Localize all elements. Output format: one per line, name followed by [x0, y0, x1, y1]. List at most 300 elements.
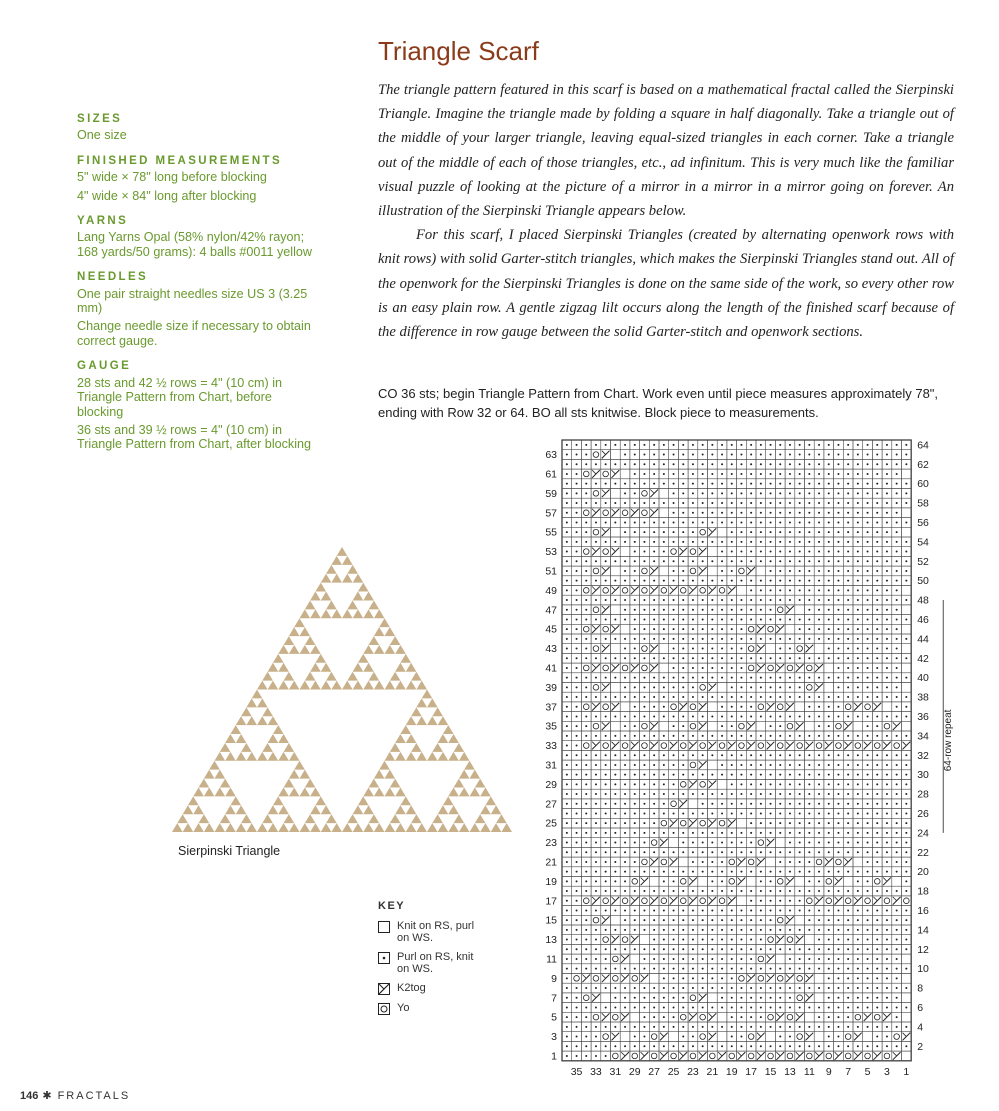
- chart-row-label-even: 60: [917, 478, 929, 491]
- sierpinski-fill-triangle: [470, 770, 481, 779]
- sierpinski-fill-triangle: [310, 592, 321, 601]
- sierpinski-fill-triangle: [385, 823, 396, 832]
- sierpinski-fill-triangle: [475, 814, 486, 823]
- sierpinski-fill-triangle: [427, 823, 438, 832]
- chart-column-label: 17: [745, 1065, 757, 1076]
- chart-row-label-odd: 25: [545, 817, 557, 830]
- chart-row-label-even: 54: [917, 536, 929, 549]
- chart-row-label-odd: 17: [545, 895, 557, 908]
- sierpinski-fill-triangle: [225, 787, 236, 796]
- chart-row-label-even: 46: [917, 613, 929, 626]
- sierpinski-fill-triangle: [459, 770, 470, 779]
- sierpinski-fill-triangle: [289, 681, 300, 690]
- sierpinski-fill-triangle: [262, 814, 273, 823]
- needles-heading: NEEDLES: [77, 271, 149, 284]
- sierpinski-fill-triangle: [432, 814, 443, 823]
- sierpinski-fill-triangle: [300, 627, 311, 636]
- triangle-pattern-chart: [530, 436, 970, 1076]
- sierpinski-fill-triangle: [422, 690, 433, 699]
- sierpinski-fill-triangle: [427, 698, 438, 707]
- chart-row-label-odd: 51: [545, 565, 557, 578]
- sierpinski-fill-triangle: [204, 823, 215, 832]
- sierpinski-fill-triangle: [353, 805, 364, 814]
- sierpinski-fill-triangle: [199, 779, 210, 788]
- sierpinski-fill-triangle: [326, 565, 337, 574]
- chart-row-label-odd: 45: [545, 623, 557, 636]
- sierpinski-fill-triangle: [438, 752, 449, 761]
- sierpinski-fill-triangle: [172, 823, 183, 832]
- sierpinski-fill-triangle: [230, 725, 241, 734]
- chart-row-label-even: 16: [917, 904, 929, 917]
- key-item-purl: [378, 952, 488, 975]
- sierpinski-fill-triangle: [374, 787, 385, 796]
- chart-row-label-odd: 15: [545, 914, 557, 927]
- sierpinski-fill-triangle: [268, 663, 279, 672]
- repeat-label: 64-row repeat: [943, 709, 955, 772]
- sierpinski-fill-triangle: [480, 805, 491, 814]
- sierpinski-fill-triangle: [289, 770, 300, 779]
- key-label-purl: Purl on RS, knit on WS.: [397, 951, 474, 975]
- chart-row-label-odd: 23: [545, 837, 557, 850]
- sierpinski-fill-triangle: [347, 672, 358, 681]
- sierpinski-fill-triangle: [257, 823, 268, 832]
- sierpinski-fill-triangle: [347, 814, 358, 823]
- gauge-after-blocking: 36 sts and 39 ½ rows = 4" (10 cm) in Triangle Pattern from Chart, after blocking: [77, 422, 312, 452]
- chart-row-label-even: 48: [917, 594, 929, 607]
- sizes-heading: SIZES: [77, 113, 123, 125]
- chart-column-label: 31: [609, 1065, 622, 1076]
- sierpinski-fill-triangle: [183, 805, 194, 814]
- chart-row-label-odd: 5: [551, 1011, 557, 1024]
- sierpinski-fill-triangle: [183, 823, 194, 832]
- sierpinski-fill-triangle: [321, 823, 332, 832]
- chart-column-label: 11: [803, 1065, 815, 1076]
- sierpinski-fill-triangle: [369, 814, 380, 823]
- sierpinski-fill-triangle: [305, 814, 316, 823]
- chart-row-label-odd: 35: [545, 720, 557, 733]
- sierpinski-fill-triangle: [284, 636, 295, 645]
- chart-row-label-even: 2: [917, 1040, 924, 1053]
- sierpinski-fill-triangle: [278, 752, 289, 761]
- sierpinski-fill-triangle: [353, 823, 364, 832]
- sierpinski-fill-triangle: [305, 779, 316, 788]
- sierpinski-fill-triangle: [257, 681, 268, 690]
- sierpinski-fill-triangle: [400, 725, 411, 734]
- sierpinski-fill-triangle: [236, 734, 247, 743]
- sierpinski-fill-triangle: [470, 823, 481, 832]
- sierpinski-fill-triangle: [395, 752, 406, 761]
- sierpinski-fill-triangle: [353, 609, 364, 618]
- sierpinski-fill-triangle: [491, 805, 502, 814]
- purl-symbol-icon: [378, 952, 390, 964]
- sierpinski-fill-triangle: [278, 645, 289, 654]
- sierpinski-fill-triangle: [315, 654, 326, 663]
- sierpinski-fill-triangle: [305, 636, 316, 645]
- sierpinski-fill-triangle: [300, 681, 311, 690]
- sierpinski-fill-triangle: [294, 761, 305, 770]
- sierpinski-fill-triangle: [347, 600, 358, 609]
- sierpinski-fill-triangle: [416, 681, 427, 690]
- sierpinski-fill-triangle: [310, 823, 321, 832]
- sierpinski-fill-triangle: [443, 725, 454, 734]
- sierpinski-fill-triangle: [369, 672, 380, 681]
- chart-row-label-odd: 7: [551, 992, 557, 1005]
- sierpinski-fill-triangle: [406, 663, 417, 672]
- sierpinski-fill-triangle: [470, 787, 481, 796]
- sierpinski-fill-triangle: [438, 716, 449, 725]
- sierpinski-fill-triangle: [480, 787, 491, 796]
- sierpinski-fill-triangle: [459, 823, 470, 832]
- sierpinski-fill-triangle: [225, 734, 236, 743]
- chart-row-label-odd: 49: [545, 584, 557, 597]
- chart-row-label-odd: 47: [545, 604, 557, 617]
- sierpinski-fill-triangle: [353, 574, 364, 583]
- sierpinski-fill-triangle: [241, 707, 252, 716]
- sierpinski-fill-triangle: [406, 716, 417, 725]
- sierpinski-fill-triangle: [358, 583, 369, 592]
- sierpinski-fill-triangle: [262, 707, 273, 716]
- sierpinski-fill-triangle: [241, 743, 252, 752]
- sierpinski-fill-triangle: [331, 681, 342, 690]
- chart-column-label: 1: [903, 1065, 910, 1076]
- page-footer: [20, 1089, 130, 1102]
- sierpinski-fill-triangle: [236, 716, 247, 725]
- sierpinski-fill-triangle: [480, 823, 491, 832]
- sierpinski-fill-triangle: [268, 823, 279, 832]
- sierpinski-fill-triangle: [390, 672, 401, 681]
- sierpinski-fill-triangle: [448, 805, 459, 814]
- sierpinski-fill-triangle: [246, 698, 257, 707]
- sierpinski-fill-triangle: [342, 556, 353, 565]
- sierpinski-fill-triangle: [321, 805, 332, 814]
- sierpinski-fill-triangle: [385, 787, 396, 796]
- sierpinski-fill-triangle: [390, 743, 401, 752]
- chart-row-label-even: 30: [917, 769, 929, 782]
- sierpinski-fill-triangle: [411, 707, 422, 716]
- sierpinski-fill-triangle: [199, 814, 210, 823]
- chart-column-label: 29: [628, 1065, 641, 1076]
- sierpinski-fill-triangle: [236, 823, 247, 832]
- sierpinski-fill-triangle: [315, 583, 326, 592]
- chart-row-label-odd: 55: [545, 526, 557, 539]
- sierpinski-fill-triangle: [284, 814, 295, 823]
- sierpinski-fill-triangle: [406, 681, 417, 690]
- sierpinski-fill-triangle: [220, 743, 231, 752]
- sierpinski-fill-triangle: [374, 770, 385, 779]
- chart-column-label: 9: [825, 1065, 832, 1076]
- section-name: FRACTALS: [57, 1090, 131, 1102]
- sierpinski-fill-triangle: [385, 645, 396, 654]
- sierpinski-fill-triangle: [262, 743, 273, 752]
- sierpinski-fill-triangle: [358, 654, 369, 663]
- sierpinski-fill-triangle: [310, 681, 321, 690]
- sierpinski-fill-triangle: [416, 752, 427, 761]
- sierpinski-fill-triangle: [215, 787, 226, 796]
- chart-row-label-odd: 39: [545, 681, 557, 694]
- yarns-value: Lang Yarns Opal (58% nylon/42% rayon; 168 yards/50 grams): 4 balls #0011 yellow: [77, 230, 312, 259]
- sierpinski-fill-triangle: [438, 805, 449, 814]
- key-label-yo: Yo: [397, 1002, 410, 1014]
- sierpinski-fill-triangle: [310, 609, 321, 618]
- chart-row-label-even: 4: [917, 1021, 924, 1034]
- key-title: KEY: [378, 900, 406, 912]
- sierpinski-fill-triangle: [310, 663, 321, 672]
- sierpinski-fill-triangle: [395, 734, 406, 743]
- sierpinski-fill-triangle: [448, 752, 459, 761]
- sierpinski-fill-triangle: [273, 725, 284, 734]
- sierpinski-fill-triangle: [416, 823, 427, 832]
- chart-row-label-even: 10: [917, 963, 929, 976]
- sierpinski-fill-triangle: [427, 716, 438, 725]
- sierpinski-fill-triangle: [257, 716, 268, 725]
- chart-row-label-even: 14: [917, 924, 929, 937]
- sierpinski-fill-triangle: [321, 663, 332, 672]
- chart-row-label-odd: 27: [545, 798, 557, 811]
- sierpinski-fill-triangle: [400, 654, 411, 663]
- sierpinski-fill-triangle: [236, 805, 247, 814]
- sierpinski-fill-triangle: [215, 823, 226, 832]
- sierpinski-fill-triangle: [379, 618, 390, 627]
- sierpinski-fill-triangle: [278, 823, 289, 832]
- yarns-heading: YARNS: [77, 215, 129, 228]
- chart-row-label-even: 12: [917, 943, 929, 956]
- sierpinski-fill-triangle: [315, 796, 326, 805]
- sierpinski-fill-triangle: [310, 805, 321, 814]
- sierpinski-fill-triangle: [220, 814, 231, 823]
- chart-column-label: 21: [706, 1065, 719, 1076]
- chart-row-label-odd: 11: [546, 953, 557, 966]
- sierpinski-fill-triangle: [432, 743, 443, 752]
- pattern-instructions: CO 36 sts; begin Triangle Pattern from Chart. Work even until piece measures approximately 78", ending with Row 32 or 64. BO all sts knitwise. Block piece to measurements.: [378, 386, 939, 420]
- sierpinski-fill-triangle: [475, 779, 486, 788]
- chart-row-label-odd: 31: [545, 759, 557, 772]
- chart-row-label-odd: 37: [545, 701, 557, 714]
- sierpinski-fill-triangle: [363, 645, 374, 654]
- sierpinski-fill-triangle: [406, 734, 417, 743]
- sierpinski-fill-triangle: [289, 752, 300, 761]
- key-item-knit: [378, 921, 488, 944]
- sierpinski-fill-triangle: [385, 681, 396, 690]
- sierpinski-fill-triangle: [432, 707, 443, 716]
- sierpinski-fill-triangle: [220, 779, 231, 788]
- page-number: 146: [20, 1090, 39, 1102]
- finished-measurements-heading: FINISHED MEASUREMENTS: [77, 154, 283, 167]
- chart-row-label-odd: 19: [545, 875, 557, 888]
- sierpinski-fill-triangle: [443, 796, 454, 805]
- sierpinski-fill-triangle: [289, 645, 300, 654]
- sierpinski-fill-triangle: [342, 609, 353, 618]
- sierpinski-fill-triangle: [331, 574, 342, 583]
- sierpinski-fill-triangle: [177, 814, 188, 823]
- chart-row-label-even: 40: [917, 672, 929, 685]
- sierpinski-fill-triangle: [353, 592, 364, 601]
- chart-row-label-odd: 21: [545, 856, 557, 869]
- sierpinski-fill-triangle: [204, 770, 215, 779]
- sierpinski-fill-triangle: [363, 681, 374, 690]
- sierpinski-fill-triangle: [363, 592, 374, 601]
- sierpinski-fill-triangle: [454, 779, 465, 788]
- sierpinski-fill-triangle: [310, 645, 321, 654]
- sierpinski-fill-triangle: [395, 787, 406, 796]
- sierpinski-fill-triangle: [193, 787, 204, 796]
- sierpinski-fill-triangle: [342, 574, 353, 583]
- sierpinski-fill-triangle: [289, 787, 300, 796]
- sierpinski-fill-triangle: [305, 672, 316, 681]
- sierpinski-fill-triangle: [369, 600, 380, 609]
- k2tog-symbol-icon: [378, 983, 390, 995]
- sierpinski-fill-triangle: [310, 787, 321, 796]
- sierpinski-fill-triangle: [204, 787, 215, 796]
- sierpinski-fill-triangle: [284, 779, 295, 788]
- chart-column-label: 7: [845, 1065, 852, 1076]
- chart-row-label-even: 20: [917, 866, 929, 879]
- chart-row-label-odd: 13: [545, 934, 557, 947]
- chart-column-label: 5: [864, 1065, 871, 1076]
- sierpinski-fill-triangle: [252, 690, 263, 699]
- chart-row-label-odd: 57: [545, 507, 557, 520]
- sierpinski-fill-triangle: [331, 556, 342, 565]
- chart-row-label-odd: 33: [545, 740, 557, 753]
- chart-row-label-even: 36: [917, 710, 929, 723]
- sierpinski-fill-triangle: [289, 823, 300, 832]
- sierpinski-fill-triangle: [193, 823, 204, 832]
- sierpinski-fill-triangle: [246, 823, 257, 832]
- chart-row-label-odd: 29: [545, 778, 557, 791]
- chart-row-label-even: 26: [917, 807, 929, 820]
- chart-row-label-even: 28: [917, 788, 929, 801]
- sierpinski-fill-triangle: [395, 805, 406, 814]
- chart-column-label: 13: [784, 1065, 796, 1076]
- sierpinski-fill-triangle: [300, 645, 311, 654]
- chart-row-label-even: 18: [917, 885, 929, 898]
- sierpinski-fill-triangle: [273, 654, 284, 663]
- sierpinski-fill-triangle: [363, 805, 374, 814]
- sierpinski-fill-triangle: [326, 600, 337, 609]
- sierpinski-fill-triangle: [406, 752, 417, 761]
- sierpinski-fill-triangle: [406, 823, 417, 832]
- sierpinski-fill-triangle: [331, 823, 342, 832]
- sierpinski-fill-triangle: [385, 752, 396, 761]
- chart-row-label-odd: 9: [551, 972, 557, 985]
- yo-symbol-icon: [378, 1003, 390, 1015]
- sierpinski-fill-triangle: [268, 734, 279, 743]
- figure-caption: Sierpinski Triangle: [178, 844, 281, 858]
- sierpinski-fill-triangle: [385, 627, 396, 636]
- chart-column-label: 33: [590, 1065, 602, 1076]
- sierpinski-fill-triangle: [448, 787, 459, 796]
- sierpinski-fill-triangle: [284, 743, 295, 752]
- chart-column-label: 23: [687, 1065, 699, 1076]
- chart-row-label-even: 42: [917, 652, 929, 665]
- gauge-before-blocking: 28 sts and 42 ½ rows = 4" (10 cm) in Triangle Pattern from Chart, before blocking: [77, 375, 283, 419]
- sierpinski-fill-triangle: [278, 805, 289, 814]
- sierpinski-fill-triangle: [390, 779, 401, 788]
- sierpinski-fill-triangle: [395, 645, 406, 654]
- sierpinski-fill-triangle: [262, 672, 273, 681]
- sierpinski-fill-triangle: [438, 734, 449, 743]
- sierpinski-fill-triangle: [491, 823, 502, 832]
- sierpinski-fill-triangle: [438, 823, 449, 832]
- chart-column-label: 19: [725, 1065, 738, 1076]
- sierpinski-fill-triangle: [257, 698, 268, 707]
- sierpinski-fill-triangle: [416, 716, 427, 725]
- sierpinski-figure: [170, 545, 515, 840]
- sierpinski-fill-triangle: [331, 609, 342, 618]
- sierpinski-fill-triangle: [363, 787, 374, 796]
- sierpinski-fill-triangle: [369, 636, 380, 645]
- sierpinski-fill-triangle: [300, 787, 311, 796]
- sierpinski-fill-triangle: [395, 663, 406, 672]
- chart-row-label-even: 52: [917, 555, 929, 568]
- finished-measurement-before: 5" wide × 78" long before blocking: [77, 170, 267, 185]
- sierpinski-fill-triangle: [326, 814, 337, 823]
- sierpinski-fill-triangle: [459, 752, 470, 761]
- sierpinski-fill-triangle: [353, 663, 364, 672]
- chart-row-label-even: 32: [917, 749, 929, 762]
- sierpinski-fill-triangle: [385, 770, 396, 779]
- chart-key: [378, 900, 488, 1023]
- needles-value: One pair straight needles size US 3 (3.25 mm): [77, 286, 308, 316]
- chart-column-label: 25: [667, 1065, 680, 1076]
- sierpinski-fill-triangle: [363, 609, 374, 618]
- sierpinski-fill-triangle: [406, 805, 417, 814]
- chart-row-label-even: 8: [917, 982, 924, 995]
- sierpinski-fill-triangle: [268, 681, 279, 690]
- sierpinski-fill-triangle: [459, 787, 470, 796]
- chart-row-label-even: 6: [917, 1001, 924, 1014]
- sierpinski-fill-triangle: [363, 823, 374, 832]
- sierpinski-fill-triangle: [268, 805, 279, 814]
- chart-row-label-even: 58: [917, 497, 929, 510]
- sierpinski-fill-triangle: [246, 716, 257, 725]
- sierpinski-fill-triangle: [485, 796, 496, 805]
- sierpinski-fill-triangle: [454, 743, 465, 752]
- chart-row-label-odd: 61: [545, 468, 557, 481]
- sierpinski-fill-triangle: [374, 609, 385, 618]
- sierpinski-fill-triangle: [230, 796, 241, 805]
- page-title: Triangle Scarf: [378, 36, 539, 66]
- sierpinski-fill-triangle: [257, 752, 268, 761]
- key-label-knit: Knit on RS, purl on WS.: [397, 920, 475, 944]
- chart-row-label-even: 38: [917, 691, 929, 704]
- sierpinski-fill-triangle: [342, 681, 353, 690]
- sierpinski-fill-triangle: [268, 752, 279, 761]
- chart-row-label-odd: 1: [551, 1050, 557, 1063]
- sierpinski-fill-triangle: [496, 814, 507, 823]
- chart-row-label-odd: 63: [545, 449, 557, 462]
- sierpinski-fill-triangle: [321, 592, 332, 601]
- sierpinski-fill-triangle: [395, 823, 406, 832]
- sierpinski-fill-triangle: [363, 663, 374, 672]
- key-label-k2tog: K2tog: [397, 982, 426, 994]
- sierpinski-fill-triangle: [294, 618, 305, 627]
- chart-row-label-odd: 59: [545, 487, 557, 500]
- chart-row-label-even: 44: [917, 633, 929, 646]
- sierpinski-fill-triangle: [326, 672, 337, 681]
- sierpinski-fill-triangle: [400, 796, 411, 805]
- chart-column-label: 35: [570, 1065, 583, 1076]
- key-item-yo: [378, 1003, 488, 1015]
- sierpinski-fill-triangle: [390, 636, 401, 645]
- intro-paragraph-1: The triangle pattern featured in this scarf is based on a mathematical fractal called the Sierpinski Triangle. Imagine the triangle made by folding a square in half diagonally. Take a triangle out of the middle of your larger triangle, leaving equal-sized triangles in each corner. Take a triangle out of the middle of each of those triangles, etc., ad infinitum. This is very much like the familiar visual puzzle of looking at the picture of a mirror in a mirror in a mirror going on forever. An illustration of the Sierpinski Triangle appears below.: [378, 82, 954, 220]
- sierpinski-fill-triangle: [321, 609, 332, 618]
- sierpinski-fill-triangle: [379, 761, 390, 770]
- chart-column-label: 3: [884, 1065, 890, 1076]
- chart-row-label-even: 62: [917, 458, 929, 471]
- chart-row-label-odd: 43: [545, 643, 557, 656]
- sierpinski-fill-triangle: [300, 770, 311, 779]
- sierpinski-fill-triangle: [374, 627, 385, 636]
